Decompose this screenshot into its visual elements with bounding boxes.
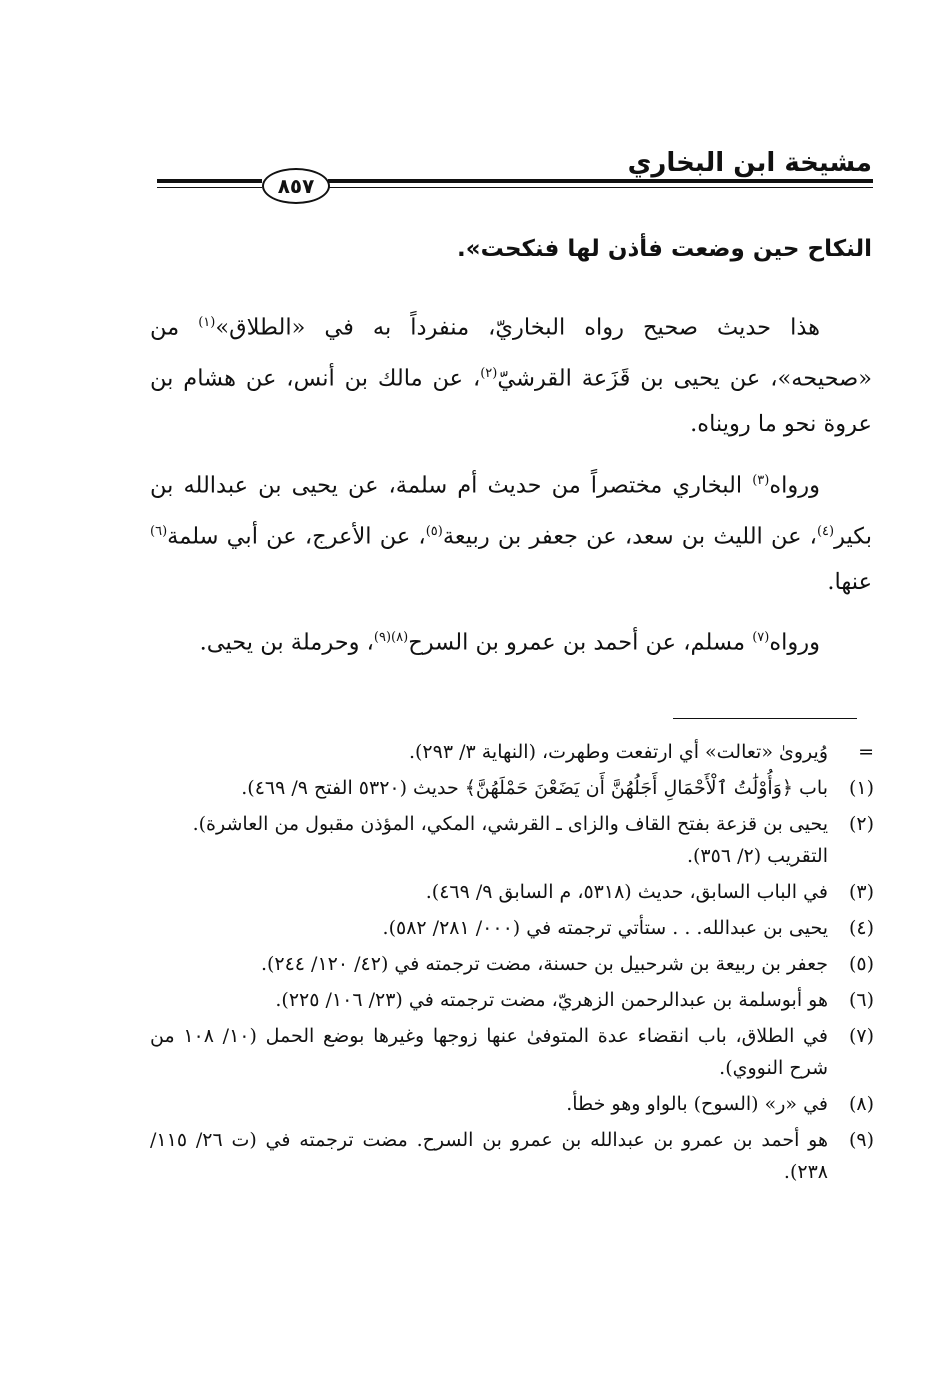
- footnote-ref-5: (٥): [425, 523, 443, 539]
- p1-text-a: هذا حديث صحيح رواه البخاريّ، منفرداً به في «الطلاق»: [215, 314, 820, 341]
- footnote-number: (٤): [848, 917, 874, 939]
- footnote-4: [150, 912, 874, 944]
- paragraph-1: [150, 300, 872, 447]
- footnote-7: [150, 1020, 874, 1084]
- footnote-text: في الطلاق، باب انقضاء عدة المتوفىٰ عنها زوجها وغيرها بوضع الحمل (١٠/ ١٠٨ من شرح النووي).: [150, 1025, 828, 1079]
- footnote-text: يحيى بن عبدالله. . . ستأتي ترجمته في (٠٠٠/ ٢٨١/ ٥٨٢).: [382, 917, 828, 939]
- footnote-number: (٦): [848, 989, 874, 1011]
- p3-text-b: مسلم، عن أحمد بن عمرو بن السرح: [408, 629, 753, 656]
- paragraph-continuation: النكاح حين وضعت فأذن لها فنكحت».: [457, 236, 872, 262]
- p2-text-d: ، عن الأعرج، عن أبي سلمة: [167, 523, 426, 549]
- footnote-ref-6: (٦): [150, 523, 168, 539]
- footnote-continuation-text: وُيروىٰ «تعالت» أي ارتفعت وطهرت، (النهاية ٣/ ٢٩٣).: [408, 741, 828, 763]
- footnote-9: [150, 1124, 874, 1188]
- footnote-continuation: [150, 736, 874, 768]
- footnote-number: (٥): [848, 953, 874, 975]
- footnote-8: [150, 1088, 874, 1120]
- footnote-number: (٣): [848, 881, 874, 903]
- p2-text-e: عنها.: [827, 569, 872, 595]
- footnote-text: باب ﴿وَأُوْلَٰتُ ٱلْأَحْمَالِ أَجَلُهُنَّ أَن يَضَعْنَ حَمْلَهُنَّ﴾ حديث (٥٣٢٠ الفتح ٩/ ٤٦٩).: [241, 777, 828, 799]
- footnotes: [150, 736, 874, 1192]
- footnote-separator: [673, 718, 857, 719]
- footnote-6: [150, 984, 874, 1016]
- footnote-number: (٢): [848, 813, 874, 835]
- footnote-ref-3: (٣): [752, 473, 770, 488]
- running-header-title: مشيخة ابن البخاري: [627, 148, 872, 178]
- footnote-number: (٨): [848, 1093, 874, 1115]
- footnote-text: هو أبوسلمة بن عبدالرحمن الزهريّ، مضت ترجمته في (٢٣/ ١٠٦/ ٢٢٥).: [275, 989, 828, 1011]
- footnote-5: [150, 948, 874, 980]
- p2-text-a: ورواه: [769, 472, 820, 499]
- footnote-text: في الباب السابق، حديث (٥٣١٨، م السابق ٩/ ٤٦٩).: [425, 881, 828, 903]
- p2-text-c: ، عن الليث بن سعد، عن جعفر بن ربيعة: [442, 523, 817, 549]
- footnote-ref-1: (١): [198, 315, 216, 330]
- footnote-ref-8-9: (٨)(٩): [373, 630, 409, 645]
- paragraph-3: [150, 615, 872, 666]
- paragraph-2: [150, 458, 872, 605]
- header-rule-right-thin: [328, 187, 873, 188]
- footnote-number: (١): [848, 777, 874, 799]
- footnote-3: [150, 876, 874, 908]
- header-rule-left-thin: [157, 187, 262, 188]
- p1-text-b: من «صحيحه»، عن يحيى بن قَزَعة القرشيّ: [150, 314, 872, 391]
- footnote-continuation-mark: =: [858, 741, 874, 763]
- footnote-text: في «ر» (السوح) بالواو وهو خطأ.: [566, 1093, 828, 1115]
- footnote-1: [150, 772, 874, 804]
- footnote-ref-4: (٤): [816, 523, 835, 539]
- page-number: ٨٥٧: [262, 168, 330, 204]
- header-rule-left-thick: [157, 179, 262, 183]
- footnote-text: جعفر بن ربيعة بن شرحبيل بن حسنة، مضت ترجمته في (٤٢/ ١٢٠/ ٢٤٤).: [260, 953, 828, 975]
- footnote-number: (٩): [848, 1129, 874, 1151]
- footnote-2-extra: التقريب (٢/ ٣٥٦).: [686, 845, 828, 867]
- p1-text-c: ، عن مالك بن أنس، عن هشام بن عروة نحو ما رويناه.: [150, 365, 872, 437]
- p3-text-a: ورواه: [769, 629, 820, 656]
- footnote-ref-2: (٢): [480, 365, 498, 381]
- footnote-text: هو أحمد بن عمرو بن عبدالله بن عمرو بن السرح. مضت ترجمته في (ت ٢٦/ ١١٥/ ٢٣٨).: [150, 1129, 828, 1183]
- p3-text-c: ، وحرملة بن يحيى.: [199, 629, 374, 656]
- footnote-text: يحيى بن قزعة بفتح القاف والزاى ـ القرشي، المكي، المؤذن مقبول من العاشرة).: [192, 813, 828, 835]
- p2-text-b: البخاري مختصراً من حديث أم سلمة، عن يحيى بن عبدالله بن بكير: [150, 472, 872, 549]
- header-rule-right-thick: [328, 179, 873, 183]
- footnote-ref-7: (٧): [752, 630, 770, 645]
- footnote-2: [150, 808, 874, 840]
- footnote-number: (٧): [848, 1025, 874, 1047]
